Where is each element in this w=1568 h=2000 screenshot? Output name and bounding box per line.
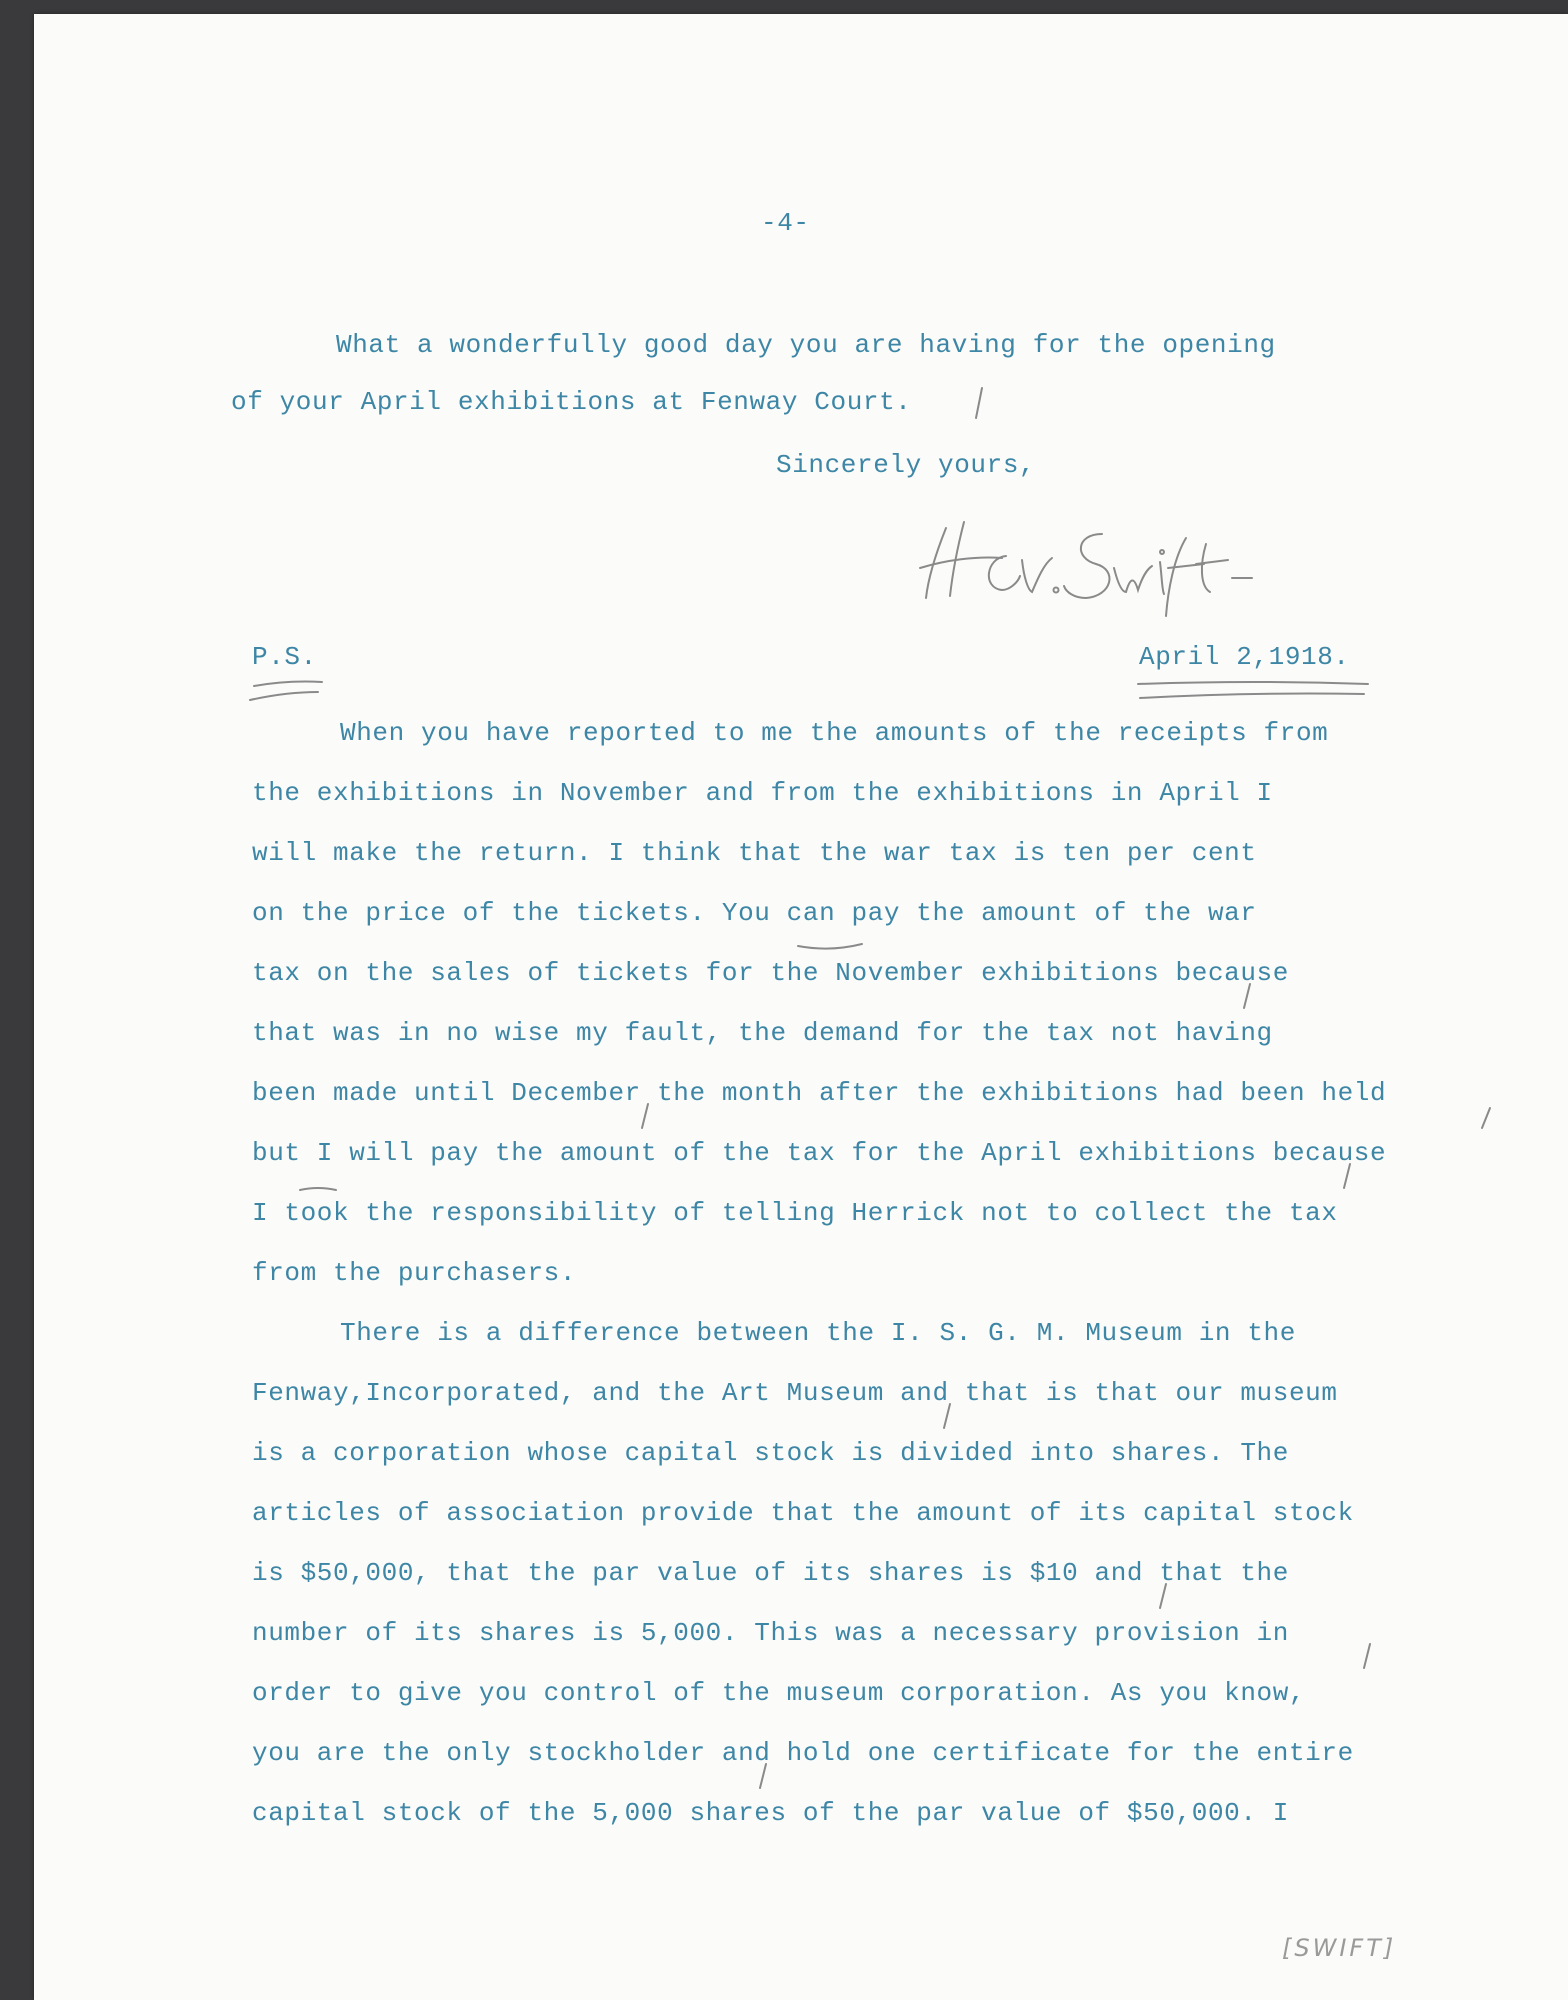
text-line: is $50,000, that the par value of its shares is $10 and that the [252, 1558, 1289, 1588]
text-line: that was in no wise my fault, the demand for the tax not having [252, 1018, 1273, 1048]
pencil-double-underline [248, 678, 328, 708]
pencil-comma-mark [1156, 1582, 1170, 1612]
postscript-label: P.S. [252, 642, 317, 672]
text-line: will make the return. I think that the war tax is ten per cent [252, 838, 1257, 868]
text-line: tax on the sales of tickets for the November exhibitions because [252, 958, 1289, 988]
pencil-comma-mark [940, 1402, 954, 1432]
letter-page [34, 14, 1568, 2000]
pencil-date-underline [1134, 678, 1374, 708]
text-line: but I will pay the amount of the tax for the April exhibitions because [252, 1138, 1387, 1168]
text-line: Fenway,Incorporated, and the Art Museum and that is that our museum [252, 1378, 1338, 1408]
text-line: I took the responsibility of telling Herrick not to collect the tax [252, 1198, 1338, 1228]
text-line: the exhibitions in November and from the exhibitions in April I [252, 778, 1273, 808]
archive-note: [SWIFT] [1282, 1934, 1397, 1962]
postscript-date: April 2,1918. [1139, 642, 1350, 672]
pencil-comma-mark [1240, 982, 1254, 1012]
text-line: number of its shares is 5,000. This was a necessary provision in [252, 1618, 1289, 1648]
pencil-comma-mark [756, 1762, 770, 1792]
text-line: What a wonderfully good day you are having for the opening [336, 330, 1276, 360]
text-line: of your April exhibitions at Fenway Court. [231, 387, 912, 417]
pencil-comma-mark [1340, 1162, 1354, 1192]
text-line: When you have reported to me the amounts of the receipts from [340, 718, 1329, 748]
pencil-comma-mark [1360, 1642, 1374, 1672]
pencil-comma-mark [1478, 1106, 1494, 1132]
text-line: articles of association provide that the amount of its capital stock [252, 1498, 1354, 1528]
text-line: from the purchasers. [252, 1258, 577, 1288]
text-line: There is a difference between the I. S. G. M. Museum in the [340, 1318, 1296, 1348]
handwritten-signature [906, 498, 1266, 618]
valediction: Sincerely yours, [776, 450, 1036, 480]
pencil-underline-you [796, 940, 866, 954]
pencil-tick-mark [972, 386, 986, 422]
text-line: you are the only stockholder and hold one certificate for the entire [252, 1738, 1354, 1768]
text-line: on the price of the tickets. You can pay the amount of the war [252, 898, 1257, 928]
pencil-comma-mark [638, 1102, 652, 1132]
page-number: -4- [761, 208, 810, 238]
text-line: been made until December the month after the exhibitions had been held [252, 1078, 1387, 1108]
text-line: is a corporation whose capital stock is divided into shares. The [252, 1438, 1289, 1468]
text-line: order to give you control of the museum corporation. As you know, [252, 1678, 1306, 1708]
pencil-underline-i [298, 1184, 338, 1196]
text-line: capital stock of the 5,000 shares of the par value of $50,000. I [252, 1798, 1289, 1828]
